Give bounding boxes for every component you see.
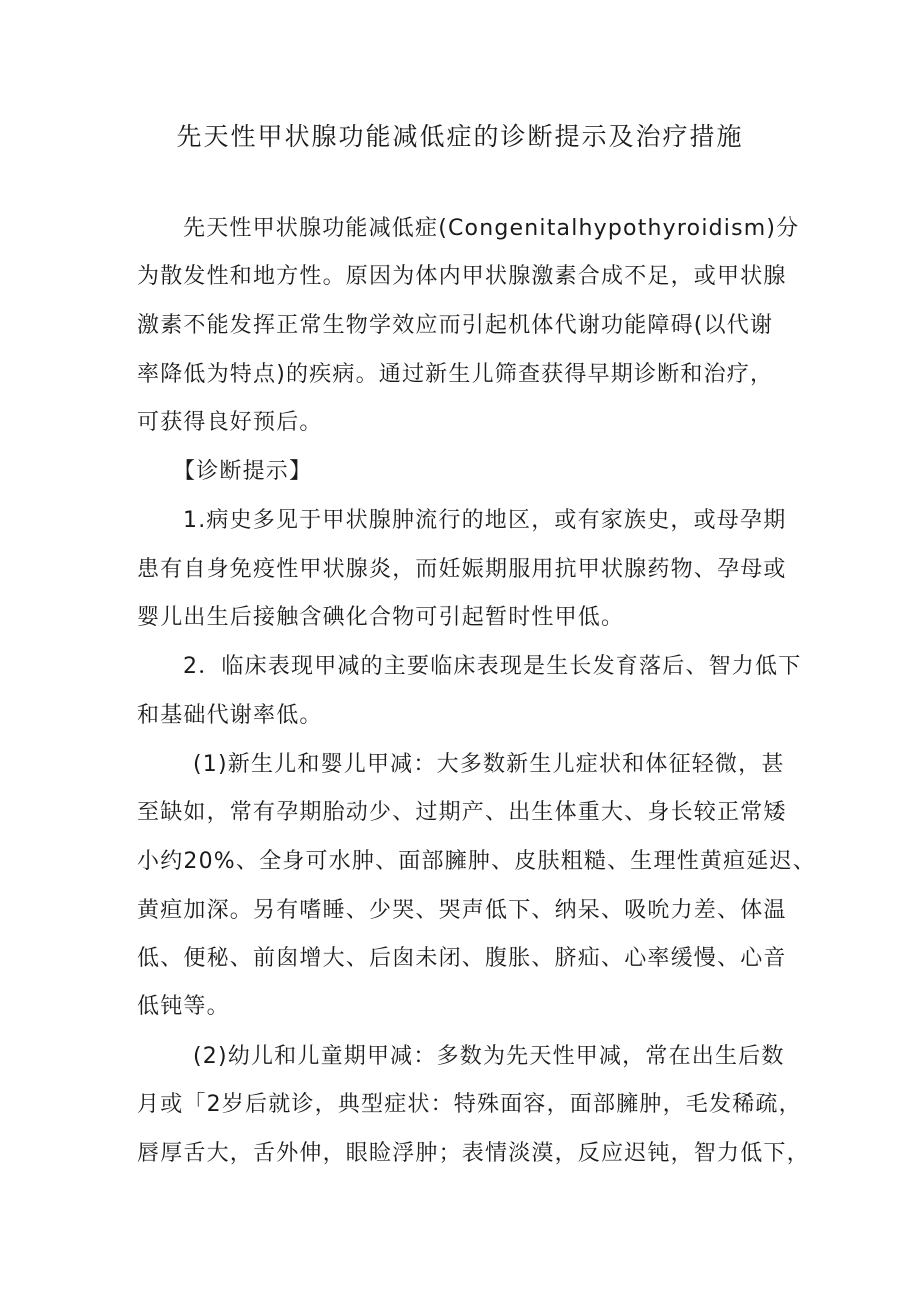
item1-line-2: 患有自身免疫性甲状腺炎，而妊娠期服用抗甲状腺药物、孕母或 bbox=[137, 557, 787, 582]
sub1-line-4: 黄疸加深。另有嗜睡、少哭、哭声低下、纳呆、吸吮力差、体温 bbox=[137, 898, 787, 923]
item1-line-3: 婴儿出生后接触含碘化合物可引起暂时性甲低。 bbox=[137, 605, 625, 630]
item2-line-1: 2．临床表现甲减的主要临床表现是生长发育落后、智力低下 bbox=[183, 654, 802, 679]
sub1-line-2: 至缺如，常有孕期胎动少、过期产、出生体重大、身长较正常矮 bbox=[137, 800, 787, 825]
sub2-line-1: (2)幼儿和儿童期甲减：多数为先天性甲减，常在出生后数 bbox=[193, 1044, 785, 1069]
intro-line-3: 激素不能发挥正常生物学效应而引起机体代谢功能障碍(以代谢 bbox=[137, 313, 774, 338]
sub1-line-5: 低、便秘、前囱增大、后囱未闭、腹胀、脐疝、心率缓慢、心音 bbox=[137, 946, 787, 971]
sub1-line-3: 小约20%、全身可水肿、面部臃肿、皮肤粗糙、生理性黄疸延迟、 bbox=[137, 849, 816, 874]
sub1-line-6: 低钝等。 bbox=[137, 994, 230, 1019]
item1-line-1: 1.病史多见于甲状腺肿流行的地区，或有家族史，或母孕期 bbox=[183, 508, 787, 533]
intro-line-4: 率降低为特点)的疾病。通过新生儿筛查获得早期诊断和治疗， bbox=[137, 362, 774, 387]
document-title: 先天性甲状腺功能减低症的诊断提示及治疗措施 bbox=[176, 122, 744, 151]
sub2-line-3: 唇厚舌大，舌外伸，眼睑浮肿；表情淡漠，反应迟钝，智力低下， bbox=[137, 1141, 810, 1166]
sub2-line-2: 月或「2岁后就诊，典型症状：特殊面容，面部臃肿，毛发稀疏， bbox=[137, 1092, 802, 1117]
intro-line-2: 为散发性和地方性。原因为体内甲状腺激素合成不足，或甲状腺 bbox=[137, 264, 787, 289]
intro-line-5: 可获得良好预后。 bbox=[137, 410, 323, 435]
section-heading: 【诊断提示】 bbox=[173, 459, 313, 484]
intro-line-1: 先天性甲状腺功能减低症(Congenitalhypothyroidism)分 bbox=[183, 216, 800, 241]
sub1-line-1: (1)新生儿和婴儿甲减：大多数新生儿症状和体征轻微，甚 bbox=[193, 752, 785, 777]
item2-line-2: 和基础代谢率低。 bbox=[137, 703, 323, 728]
